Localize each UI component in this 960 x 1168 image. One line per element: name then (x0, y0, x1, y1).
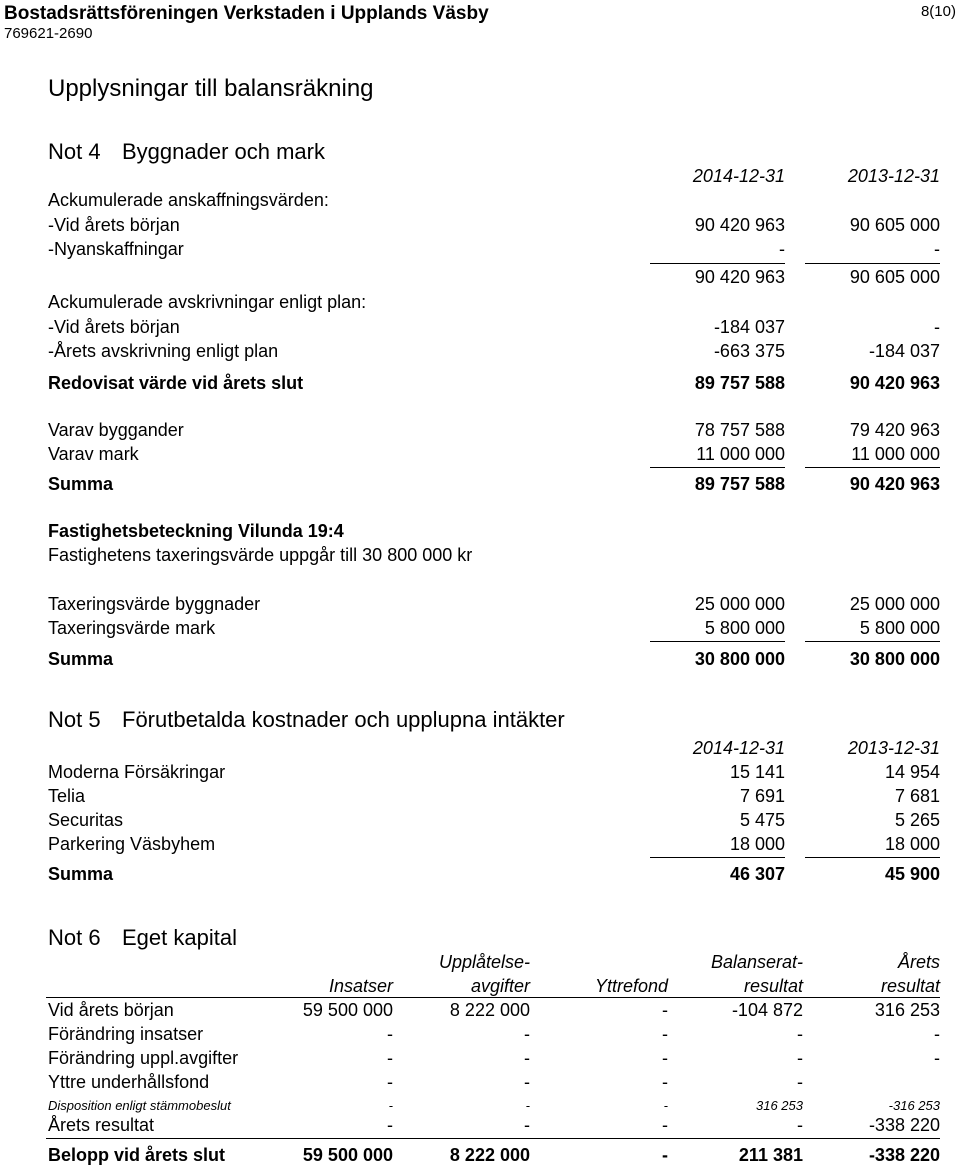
table-cell: - (387, 1048, 393, 1068)
total-cell: - (662, 1145, 668, 1165)
subtotal-cell: 90 420 963 (694, 267, 785, 287)
table-row-label: Varav mark (48, 444, 139, 464)
sum-rule (805, 857, 940, 858)
summa-cell: 30 800 000 (849, 649, 940, 669)
note4-dep-label: Ackumulerade avskrivningar enligt plan: (48, 292, 367, 312)
note4-title: Byggnader och mark (122, 139, 325, 164)
note4-acq-label: Ackumulerade anskaffningsvärden: (48, 190, 329, 210)
table-cell: - (934, 1048, 940, 1068)
table-cell: 15 141 (729, 762, 785, 782)
summa-label: Summa (48, 649, 114, 669)
table-cell: -104 872 (731, 1000, 803, 1020)
book-value-label: Redovisat värde vid årets slut (48, 373, 304, 393)
table-row-label: Vid årets början (48, 1000, 174, 1020)
col-header-arets-top: Årets (897, 952, 940, 972)
note5-col-header-2013: 2013-12-31 (847, 738, 940, 758)
subtotal-cell: 90 605 000 (849, 267, 940, 287)
summa-cell: 45 900 (884, 864, 940, 884)
table-cell: - (388, 1098, 393, 1113)
table-row-label: Disposition enligt stämmobeslut (48, 1098, 231, 1113)
table-cell: - (662, 1048, 668, 1068)
table-cell: 316 253 (874, 1000, 940, 1020)
table-cell: 7 681 (894, 786, 940, 806)
table-cell: -663 375 (713, 341, 785, 361)
note4-heading (48, 141, 325, 163)
table-cell: 90 605 000 (849, 215, 940, 235)
table-cell: 11 000 000 (851, 444, 940, 464)
table-cell: 11 000 000 (696, 444, 785, 464)
table-cell: 90 420 963 (694, 215, 785, 235)
sum-rule (805, 641, 940, 642)
table-cell: - (797, 1048, 803, 1068)
table-row-label: -Vid årets början (48, 317, 180, 337)
summa-cell: 30 800 000 (694, 649, 785, 669)
note5-heading (48, 709, 565, 731)
table-cell: - (524, 1115, 530, 1135)
table-cell: 5 800 000 (704, 618, 785, 638)
table-row-label: -Årets avskrivning enligt plan (48, 341, 279, 361)
col-header-avgifter: avgifter (470, 976, 530, 996)
table-cell: 14 954 (884, 762, 940, 782)
total-label: Belopp vid årets slut (48, 1145, 226, 1165)
table-cell: 25 000 000 (694, 594, 785, 614)
table-cell: 5 800 000 (859, 618, 940, 638)
summa-cell: 46 307 (729, 864, 785, 884)
table-row-label: Taxeringsvärde byggnader (48, 594, 261, 614)
note5-number: Not 5 (48, 707, 101, 732)
table-cell: 5 265 (894, 810, 940, 830)
table-cell: - (662, 1115, 668, 1135)
page-number: 8(10) (920, 3, 956, 20)
table-cell: 78 757 588 (694, 420, 785, 440)
table-cell: 18 000 (729, 834, 785, 854)
tax-value-text: Fastighetens taxeringsvärde uppgår till 30 800 000 kr (48, 545, 473, 565)
summa-label: Summa (48, 864, 114, 884)
organization-name: Bostadsrättsföreningen Verkstaden i Upplands Väsby (4, 3, 489, 24)
note4-number: Not 4 (48, 139, 101, 164)
table-cell: - (934, 239, 940, 259)
table-cell: - (387, 1115, 393, 1135)
table-row-label: Varav byggander (48, 420, 184, 440)
note6-title: Eget kapital (122, 925, 237, 950)
table-row-label: Telia (48, 786, 86, 806)
total-cell: -338 220 (868, 1145, 940, 1165)
organization-number: 769621-2690 (4, 25, 93, 42)
total-cell: 8 222 000 (449, 1145, 530, 1165)
table-cell: 59 500 000 (302, 1000, 393, 1020)
table-row-label: Moderna Försäkringar (48, 762, 226, 782)
note4-col-header-2014: 2014-12-31 (692, 166, 785, 186)
col-header-avgifter-top: Upplåtelse- (438, 952, 530, 972)
table-row-label: Förändring insatser (48, 1024, 204, 1044)
table-cell: - (797, 1024, 803, 1044)
table-cell: - (779, 239, 785, 259)
table-cell: - (662, 1000, 668, 1020)
table-row-label: Taxeringsvärde mark (48, 618, 216, 638)
sum-rule (805, 263, 940, 264)
note6-heading (48, 927, 237, 949)
table-row-label: -Vid årets början (48, 215, 180, 235)
table-row-label: -Nyanskaffningar (48, 239, 184, 259)
col-header-resultat: resultat (743, 976, 803, 996)
table-cell: - (524, 1024, 530, 1044)
table-cell: -338 220 (868, 1115, 940, 1135)
book-value-cell: 89 757 588 (694, 373, 785, 393)
table-row-label: Parkering Väsbyhem (48, 834, 216, 854)
col-header-balanserat-top: Balanserat- (710, 952, 803, 972)
table-cell: - (797, 1072, 803, 1092)
table-cell: - (662, 1024, 668, 1044)
col-header-arets-resultat: resultat (880, 976, 940, 996)
table-cell: - (525, 1098, 530, 1113)
summa-cell: 89 757 588 (694, 474, 785, 494)
table-cell: -184 037 (868, 341, 940, 361)
total-rule (46, 1138, 940, 1139)
table-cell: - (797, 1115, 803, 1135)
table-row-label: Yttre underhållsfond (48, 1072, 210, 1092)
table-cell: - (524, 1048, 530, 1068)
table-row-label: Årets resultat (48, 1115, 155, 1135)
table-cell: - (387, 1024, 393, 1044)
table-cell: 18 000 (884, 834, 940, 854)
note5-col-header-2014: 2014-12-31 (692, 738, 785, 758)
total-cell: 211 381 (738, 1145, 803, 1165)
table-cell: - (663, 1098, 668, 1113)
header-rule (46, 997, 940, 998)
table-cell: 25 000 000 (849, 594, 940, 614)
sum-rule (650, 857, 785, 858)
note5-title: Förutbetalda kostnader och upplupna intäkter (122, 707, 565, 732)
note4-col-header-2013: 2013-12-31 (847, 166, 940, 186)
table-cell: - (934, 317, 940, 337)
table-cell: 316 253 (756, 1098, 803, 1113)
table-row-label: Förändring uppl.avgifter (48, 1048, 239, 1068)
table-cell: -184 037 (713, 317, 785, 337)
table-cell: - (524, 1072, 530, 1092)
table-cell: 79 420 963 (849, 420, 940, 440)
table-cell: -316 253 (888, 1098, 940, 1113)
table-cell: - (662, 1072, 668, 1092)
table-row-label: Securitas (48, 810, 124, 830)
col-header-insatser: Insatser (328, 976, 393, 996)
summa-cell: 90 420 963 (849, 474, 940, 494)
page-title: Upplysningar till balansräkning (48, 75, 374, 102)
sum-rule (650, 641, 785, 642)
table-cell: 5 475 (739, 810, 785, 830)
table-cell: 8 222 000 (449, 1000, 530, 1020)
book-value-cell: 90 420 963 (849, 373, 940, 393)
sum-rule (805, 467, 940, 468)
table-cell: - (387, 1072, 393, 1092)
note6-number: Not 6 (48, 925, 101, 950)
summa-label: Summa (48, 474, 114, 494)
table-cell: 7 691 (739, 786, 785, 806)
sum-rule (650, 467, 785, 468)
table-cell: - (934, 1024, 940, 1044)
col-header-yttrefond: Yttrefond (594, 976, 668, 996)
total-cell: 59 500 000 (302, 1145, 393, 1165)
sum-rule (650, 263, 785, 264)
property-designation: Fastighetsbeteckning Vilunda 19:4 (48, 521, 344, 541)
